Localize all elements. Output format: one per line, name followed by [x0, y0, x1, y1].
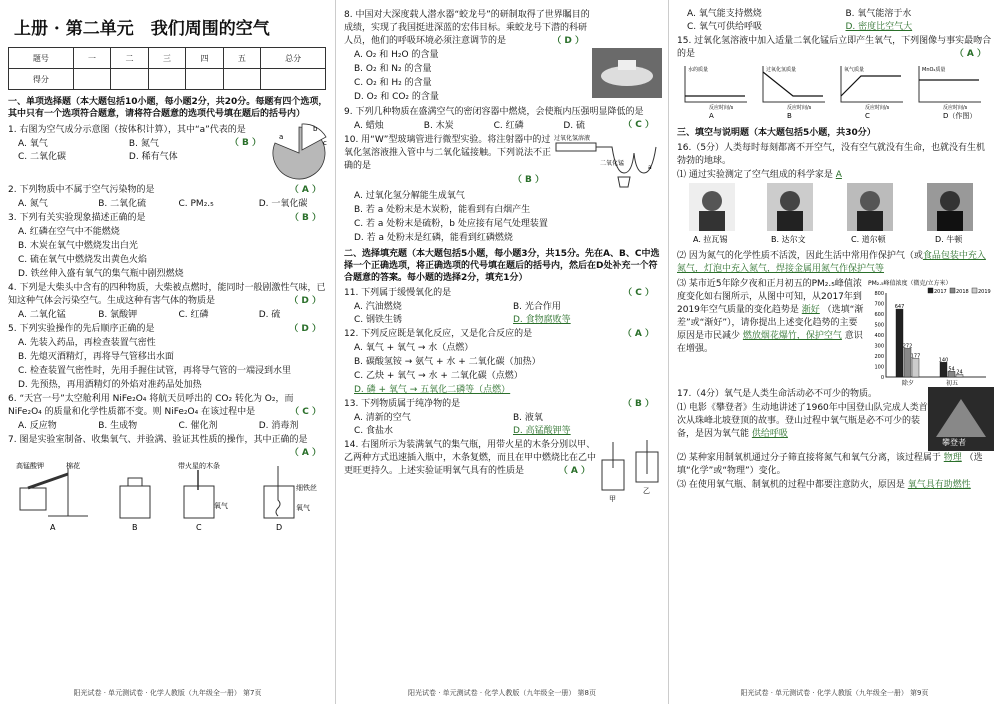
- q8-opt-b: B. O₂ 和 N₂ 的含量: [354, 64, 432, 74]
- chart-ytick: 0: [880, 375, 884, 381]
- q10-opt-c: C. 若 a 处粉末是硫粉，b 处应接有尾气处理装置: [354, 219, 548, 229]
- q2-opt-c: C. PM₂.₅: [178, 199, 214, 209]
- q4-opt-d: D. 硫: [258, 310, 281, 320]
- q16-text: 16.（5分）人类每时每刻都离不开空气，没有空气就没有生命，也就没有生机勃勃的地球。: [677, 143, 986, 166]
- q17-2b-text: （选填“化学”或“物理”）变化。: [677, 453, 983, 476]
- q16-3-answer: 渐好: [801, 305, 820, 315]
- q3-opt-a: A. 红磷在空气中不能燃烧: [18, 227, 120, 237]
- unit-title: 上册 · 第二单元 我们周围的空气: [14, 19, 270, 39]
- q14-opt-a: A. 氧气能支持燃烧: [687, 9, 762, 19]
- q13-opt-d: D. 高锰酸钾等: [513, 426, 571, 436]
- q1-answer: （ B ）: [229, 138, 261, 148]
- scientist-d: D. 牛顿: [935, 235, 963, 244]
- q8-opt-a: A. O₂ 和 H₂O 的含量: [354, 50, 439, 60]
- portrait-newton: [927, 183, 973, 231]
- q10-opt-d: D. 若 a 处粉末是红磷，能看到红磷燃烧: [354, 233, 513, 243]
- q8-text: 8. 中国对大深度载人潜水器“蛟龙号”的研制取得了世界瞩目的成绩，实现了我国挺进深蓝的宏伟目标。乘蛟龙号下潜的科研人员，他们的呼吸环境必须注意调节的是: [344, 10, 590, 46]
- q15-graph-xlabel: 反应时间/s: [787, 105, 812, 111]
- q15-graph-1: [763, 66, 825, 120]
- page-9: [668, 0, 1000, 704]
- q14-opt-b: B. 氧气能溶于水: [845, 9, 912, 19]
- q2-opt-a: A. 氮气: [18, 199, 48, 209]
- page-7: [0, 0, 335, 704]
- q17-text: 17.（4分）氧气是人类生命活动必不可少的物质。: [677, 389, 878, 399]
- air-composition-pie: [269, 123, 329, 183]
- movie-poster: [928, 387, 994, 451]
- score-header-6: 总分: [261, 48, 326, 69]
- q1-opt-d: D. 稀有气体: [128, 152, 178, 162]
- q5-answer: （ D ）: [289, 324, 321, 334]
- q10-text: 10. 用“W”型玻璃管进行微型实验。将注射器中的过氧化氢溶液推入管中与二氧化锰接触。下列说法不正确的是: [344, 135, 552, 171]
- q9-text: 9. 下列几种物质在盛满空气的密闭容器中燃烧，会使瓶内压强明显降低的是: [344, 107, 644, 117]
- q7-text: 7. 图是实验室制备、收集氧气、并验满、验证其性质的操作，其中正确的是: [8, 435, 308, 445]
- q3-opt-b: B. 木炭在氧气中燃烧发出白光: [18, 241, 138, 251]
- chart-category-label: 除夕: [901, 380, 915, 387]
- q17-1-answer: 供给呼吸: [751, 429, 788, 439]
- q1-opt-a: A. 氧气: [18, 139, 48, 149]
- q7-label-splint: 带火星的木条: [178, 462, 220, 470]
- chart-bar-2017-1: [940, 362, 947, 377]
- q12-opt-a: A. 氧气 + 氧气 → 水（点燃）: [354, 343, 474, 353]
- chart-bar-2019-0: [912, 358, 919, 377]
- q12-text: 12. 下列反应既是氧化反应，又是化合反应的是: [344, 329, 533, 339]
- section-1-heading: 一、单项选择题（本大题包括10小题，每小题2分，共20分。每题有四个选项，其中只有一个选项符合题意，请将符合题意的选项代号填在题后的括号内）: [8, 97, 328, 119]
- q13-opt-b: B. 液氧: [513, 413, 543, 423]
- q15-graph-xlabel: 反应时间/s: [943, 105, 968, 111]
- q14-answer: （ A ）: [558, 466, 590, 476]
- q9-opt-d: D. 硫: [563, 121, 585, 131]
- chart-legend-label: 2017: [934, 289, 947, 295]
- q7-label-iron-wire: 细铁丝: [296, 484, 317, 492]
- q11-text: 11. 下列属于缓慢氧化的是: [344, 288, 452, 298]
- chart-ytick: 200: [874, 354, 884, 360]
- q5-opt-c: C. 检查装置气密性时，先用手握住试管，再将导气管的一端浸到水里: [18, 366, 292, 376]
- q13-opt-a: A. 清新的空气: [354, 413, 411, 423]
- q12-opt-c: C. 乙炔 + 氧气 → 水 + 二氧化碳（点燃）: [354, 371, 523, 381]
- w-tube-label-h2o2: 过氧化氢溶液: [554, 135, 591, 142]
- q9-answer: （ C ）: [623, 120, 654, 130]
- q7-label-cotton: 棉花: [66, 462, 80, 470]
- q7-opt-b: B: [132, 523, 138, 532]
- section-2-heading: 二、选择填充题（本大题包括5小题，每小题3分，共15分。先在A、B、C中选择一个正确选项，将正确选项的代号填在题后的括号内，然后在D处补充一个符合题意的答案。每小题的选择2分，填充1分）: [344, 249, 660, 283]
- q4-opt-b: B. 氯酸钾: [98, 310, 138, 320]
- q15-text: 15. 过氧化氢溶液中加入适量二氧化锰后立即产生氧气，下列图像与事实最吻合的是: [677, 36, 992, 59]
- score-header-1: 一: [73, 48, 110, 69]
- chart-legend-label: 2018: [956, 289, 969, 295]
- w-tube-label-a: a: [648, 164, 652, 171]
- chart-ytick: 400: [874, 333, 884, 339]
- chart-data-label: 54: [948, 366, 955, 373]
- scientist-b: B. 达尔文: [771, 235, 806, 244]
- q15-graph-ylabel: MnO₂质量: [922, 67, 946, 73]
- q7-apparatus-diagram: [8, 460, 328, 532]
- q4-text: 4. 下列是大柴头中含有的四种物质，大柴被点燃时，能同时一般剧激性气味，已知这种气体会污染空气。生成这种有害气体的物质是: [8, 283, 326, 306]
- chart-data-label: 24: [956, 369, 963, 376]
- q7-fig-a: [16, 461, 88, 516]
- q2-answer: （ A ）: [289, 185, 321, 195]
- q16-2-answer: 食品包装中充入氮气，灯泡中充入氮气，焊接金属用氮气作保护气等: [677, 251, 986, 274]
- q2-opt-d: D. 一氧化碳: [258, 199, 308, 209]
- q16-1-answer: A: [835, 170, 842, 180]
- q9-opt-b: B. 木炭: [423, 121, 454, 131]
- scientist-a: A. 拉瓦锡: [693, 235, 728, 244]
- chart-data-label: 647: [894, 304, 905, 311]
- score-header-3: 三: [148, 48, 185, 69]
- q7-label-oxygen-c: 氧气: [214, 502, 228, 510]
- q15-graph-2: [841, 66, 903, 120]
- q16-1-text: ⑴ 通过实验测定了空气组成的科学家是: [677, 170, 833, 180]
- q7-answer: （ A ）: [289, 448, 321, 458]
- q15-graph-ylabel: 过氧化氢质量: [766, 67, 797, 73]
- q16-3c-text: 意识在增强。: [677, 331, 863, 354]
- q15-graph-label: C: [865, 112, 870, 120]
- q14-opt-c: C. 氧气可供给呼吸: [687, 22, 763, 32]
- q14-label-jia: 甲: [609, 495, 616, 503]
- q11-answer: （ C ）: [623, 288, 654, 298]
- q15-graph-ylabel: 水的质量: [688, 67, 709, 73]
- q5-opt-d: D. 先预热，再用酒精灯的外焰对准药品处加热: [18, 380, 202, 390]
- q7-opt-a: A: [50, 523, 56, 532]
- q17-2-text: ⑵ 某种家用制氧机通过分子筛直接将氮气和氧气分离，该过程属于: [677, 453, 941, 463]
- q16-2-text: ⑵ 因为氮气的化学性质不活泼，因此生活中常用作保护气（或: [677, 251, 923, 261]
- page-8: [335, 0, 668, 704]
- q7-opt-d: D: [276, 523, 283, 532]
- q10-answer: （ B ）: [512, 175, 544, 185]
- q6-opt-b: B. 生成物: [98, 421, 138, 431]
- q15-graph-xlabel: 反应时间/s: [865, 105, 890, 111]
- q13-text: 13. 下列物质属于纯净物的是: [344, 399, 461, 409]
- q15-graphs: [677, 62, 995, 120]
- q15-graph-line: [841, 76, 901, 96]
- scientist-c: C. 道尔顿: [851, 235, 886, 244]
- q6-opt-c: C. 催化剂: [178, 421, 218, 431]
- q6-opt-a: A. 反应物: [18, 421, 57, 431]
- q15-graph-label: D（作图）: [943, 112, 977, 120]
- q13-answer: （ B ）: [622, 399, 654, 409]
- movie-poster-title: 攀登者: [942, 438, 966, 447]
- score-row-label: 得分: [9, 69, 74, 90]
- pie-label-c: c: [323, 139, 327, 147]
- q9-opt-c: C. 红磷: [493, 121, 524, 131]
- pie-label-b: b: [313, 125, 318, 133]
- q15-graph-label: B: [787, 112, 792, 120]
- q2-opt-b: B. 二氧化硫: [98, 199, 147, 209]
- q7-label-kmno4: 高锰酸钾: [16, 462, 44, 470]
- q11-opt-c: C. 钢铁生锈: [354, 315, 403, 325]
- q15-graph-ylabel: 氧气质量: [844, 67, 865, 73]
- score-header-4: 四: [186, 48, 223, 69]
- q7-fig-d: [264, 466, 317, 518]
- chart-data-label: 140: [938, 357, 949, 364]
- q3-text: 3. 下列有关实验现象描述正确的是: [8, 213, 146, 223]
- chart-ytick: 100: [874, 364, 884, 371]
- q12-opt-d: D. 磷 + 氧气 → 五氧化二磷等（点燃）: [354, 385, 511, 395]
- chart-bars: [895, 304, 963, 377]
- q8-opt-d: D. O₂ 和 CO₂ 的含量: [354, 92, 439, 102]
- q4-answer: （ D ）: [289, 296, 321, 306]
- score-table: [8, 47, 326, 90]
- w-tube-diagram: [552, 133, 662, 189]
- q17-3-answer: 氧气具有助燃性: [907, 480, 971, 490]
- q17-1-text: ⑴ 电影《攀登者》生动地讲述了1960年中国登山队完成人类首次从珠峰北坡登顶的故事。登山过程中氧气瓶是必不可少的装备，是因为氧气能: [677, 403, 928, 439]
- q2-text: 2. 下列物质中不属于空气污染物的是: [8, 185, 155, 195]
- q3-opt-c: C. 硫在氧气中燃烧发出黄色火焰: [18, 255, 148, 265]
- q17-2-answer: 物理: [943, 453, 962, 463]
- chart-ytick: 800: [874, 291, 884, 297]
- q6-answer: （ C ）: [290, 407, 321, 417]
- portrait-darwin: [767, 183, 813, 231]
- q8-opt-c: C. O₂ 和 H₂ 的含量: [354, 78, 432, 88]
- q14-text: 14. 右图所示为装满氧气的集气瓶，用带火星的木条分别以甲、乙两种方式迅速插入瓶中，木条复燃，而且在甲中燃烧比在乙中更旺更持久。上述实验证明氧气具有的性质是: [344, 440, 597, 476]
- q5-opt-a: A. 先装入药品，再检查装置气密性: [18, 338, 156, 348]
- chart-category-label: 初五: [945, 380, 959, 387]
- q15-graph-line: [763, 72, 823, 96]
- q14-label-yi: 乙: [643, 487, 650, 495]
- w-tube-label-mno2: 二氧化锰: [600, 160, 625, 167]
- q1-opt-b: B. 氮气: [128, 139, 159, 149]
- chart-ytick: 300: [874, 343, 884, 350]
- chart-ytick: 500: [874, 322, 884, 329]
- q10-opt-a: A. 过氧化氢分解能生成氧气: [354, 191, 465, 201]
- q6-opt-d: D. 消毒剂: [258, 421, 299, 431]
- page-8-footer: 阳光试卷 · 单元测试卷 · 化学人教版（九年级全一册） 第8页: [407, 689, 597, 697]
- page-9-footer: 阳光试卷 · 单元测试卷 · 化学人教版（九年级全一册） 第9页: [740, 689, 929, 697]
- q16-3-text: ⑶ 某市近5年除夕夜和正月初五的PM₂.₅峰值浓度变化如右图所示，从图中可知，从2017年到2019年空气质量的变化趋势是: [677, 279, 862, 315]
- chart-data-label: 272: [902, 343, 913, 350]
- chart-data-label: 177: [910, 353, 921, 360]
- score-header-0: 题号: [9, 48, 74, 69]
- q15-graph-xlabel: 反应时间/s: [709, 105, 734, 111]
- q14-bottles-diagram: [598, 438, 662, 504]
- q10-opt-b: B. 若 a 处粉末是木炭粉，能看到有白烟产生: [354, 205, 531, 215]
- q15-graph-0: [685, 66, 747, 120]
- q6-text: 6. “天宫一号”太空舱利用 NiFe₂O₄ 将航天员呼出的 CO₂ 转化为 O₂，而 NiFe₂O₄ 的质量和化学性质都不变。则 NiFe₂O₄ 在该过程中是: [8, 394, 294, 417]
- q4-opt-c: C. 红磷: [178, 310, 209, 320]
- scientist-portraits: [677, 183, 995, 245]
- q5-opt-b: B. 先熄灭酒精灯，再将导气管移出水面: [18, 352, 174, 362]
- q14-opt-d: D. 密度比空气大: [845, 22, 913, 32]
- q9-opt-a: A. 蜡烛: [354, 121, 384, 131]
- q11-opt-d: D. 食物腐败等: [513, 315, 571, 325]
- q11-opt-a: A. 汽油燃烧: [354, 302, 402, 312]
- chart-legend-label: 2019: [978, 289, 991, 295]
- q15-answer: （ A ）: [954, 49, 986, 59]
- q3-answer: （ B ）: [289, 213, 321, 223]
- chart-ytick: 600: [874, 312, 884, 318]
- score-header-2: 二: [111, 48, 148, 69]
- q12-answer: （ A ）: [622, 329, 654, 339]
- q7-fig-b: [120, 478, 150, 518]
- q15-graph-3: [919, 66, 981, 120]
- pie-label-a: a: [279, 133, 284, 141]
- section-3-heading: 三、填空与说明题（本大题包括5小题，共30分）: [677, 128, 876, 138]
- q11-opt-b: B. 光合作用: [513, 302, 561, 312]
- pm25-bar-chart: [866, 277, 994, 387]
- q8-answer: （ D ）: [552, 36, 584, 46]
- q1-opt-c: C. 二氧化碳: [18, 152, 67, 162]
- chart-ytick: 700: [874, 301, 884, 308]
- q12-opt-b: B. 碳酸氢铵 → 氨气 + 水 + 二氧化碳（加热）: [354, 357, 541, 367]
- q1-text: 1. 右图为空气成分示意图（按体积计算），其中“a”代表的是: [8, 125, 246, 135]
- q7-label-oxygen-d: 氧气: [296, 504, 310, 512]
- chart-legend-swatch: [972, 288, 977, 293]
- page-7-footer: 阳光试卷 · 单元测试卷 · 化学人教版（九年级全一册） 第7页: [73, 689, 262, 697]
- portrait-lavoisier: [689, 183, 735, 231]
- q15-graph-label: A: [709, 112, 714, 120]
- chart-axes: [874, 291, 986, 387]
- submersible-photo: [592, 48, 662, 98]
- portrait-dalton: [847, 183, 893, 231]
- chart-legend: [928, 288, 991, 295]
- q13-opt-c: C. 食盐水: [354, 426, 394, 436]
- q4-opt-a: A. 二氧化锰: [18, 310, 66, 320]
- chart-legend-swatch: [928, 288, 933, 293]
- chart-legend-swatch: [950, 288, 955, 293]
- q16-3b-answer: 燃放烟花爆竹，保护空气: [742, 331, 842, 341]
- q17-3-text: ⑶ 在使用氧气瓶、制氧机的过程中都要注意防火，原因是: [677, 480, 905, 490]
- chart-title: PM₂.₅峰值浓度（微克/立方米）: [868, 280, 952, 287]
- q7-opt-c: C: [196, 523, 202, 532]
- q16-3b-text: （选填“渐差”或“渐好”），请你提出上述变化趋势的主要原因是市民减少: [677, 305, 864, 341]
- q7-fig-c: [178, 461, 228, 518]
- q3-opt-d: D. 铁丝伸入盛有氧气的集气瓶中剧烈燃烧: [18, 269, 184, 279]
- score-header-5: 五: [223, 48, 260, 69]
- q5-text: 5. 下列实验操作的先后顺序正确的是: [8, 324, 155, 334]
